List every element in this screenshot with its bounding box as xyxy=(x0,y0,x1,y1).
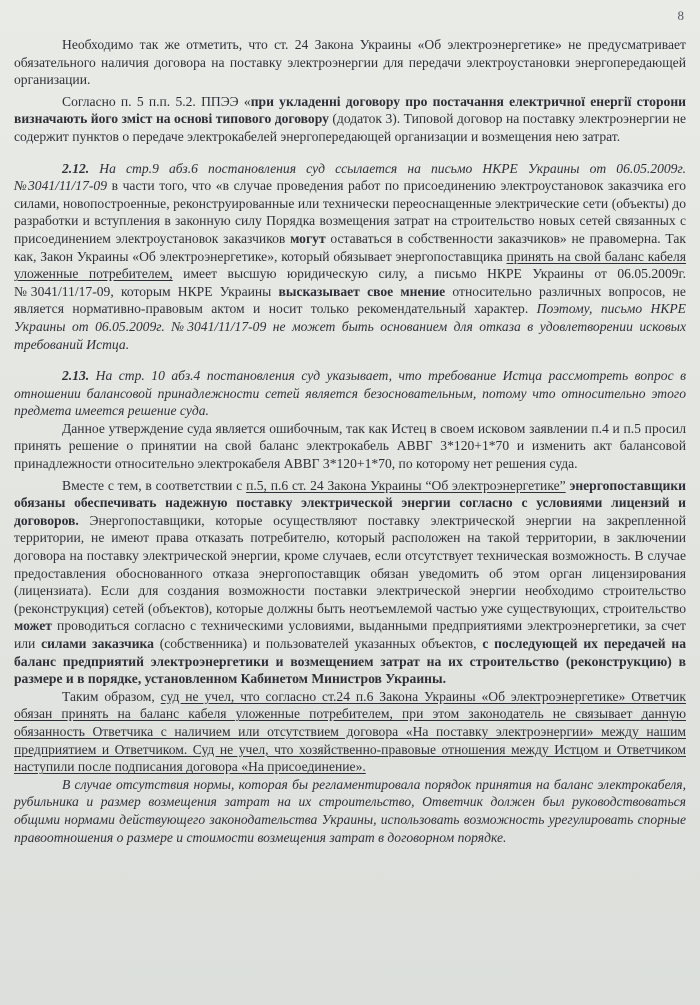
italic-segment: В случае отсутствия нормы, которая бы регламентировала порядок принятия на баланс электрокабеля, рубильника и размер возмещения затрат на их строительство, Ответчик должен был руководствоваться общими нормами действующего законодательства Украины, использовать возможность урегулировать спорные правоотношения о размере и стоимости возмещения затрат в договорном порядке. xyxy=(14,776,686,845)
paragraph-article24-note xyxy=(14,36,686,89)
paragraph-law xyxy=(14,477,686,688)
italic-segment: На стр. 10 абз.4 постановления суд указывает, что требование Истца рассмотреть вопрос в отношении балансовой принадлежности сетей является безосновательным, потому что относительно этого предмета имеется решение суда. xyxy=(14,368,686,419)
text-segment: Вместе с тем, в соответствии с xyxy=(62,477,247,493)
section-number: 2.12. xyxy=(62,160,90,176)
text-segment: Таким образом, xyxy=(62,688,161,704)
underlined-segment: п.5, п.6 ст. 24 Закона Украины “Об электроэнергетике” xyxy=(246,477,566,493)
text-segment: в части того, что «в случае проведения работ по присоединению электроустановок заказчика его силами, новопостроенные, реконструированные или технически переоснащенные электрические сети (объекты) до разработки и вступления в законную силу Порядка возмещения затрат на строительство новых сетей связанных с присоединением электроустановок заказчиков xyxy=(14,178,686,246)
text-segment: Энергопоставщики, которые осуществляют поставку электрической энергии на закрепленной территории, не имеют права отказать потребителю, который расположен на такой территории, в заключении договора на поставку электрической энергии, кроме случаев, если отсутствует техническая возможность. В случае предоставления обоснованного отказа энергопоставщик обязан уведомить об этом орган лицензирования (лицензиата). Если для создания возможности поставки электрической энергии необходимо строительство (реконструкция) сетей (объектов), которые должны быть неотъемлемой частью уже существующих, строительство xyxy=(14,512,686,616)
paragraph-final xyxy=(14,776,686,846)
section-number: 2.13. xyxy=(62,368,90,384)
paragraph-text: Необходимо так же отметить, что ст. 24 Закона Украины «Об электроэнергетике» не предусматривает обязательного наличия договора на поставку электроэнергии для передачи электроустановки энергопередающей организации. xyxy=(14,37,686,88)
text-segment: проводиться согласно с техническими условиями, выданными предприятиями электроэнергетики, за счет или xyxy=(14,618,686,651)
page-number: 8 xyxy=(677,8,684,23)
bold-word: может xyxy=(14,618,52,634)
bold-phrase: силами заказчика xyxy=(41,636,154,651)
bold-segment: энергопоставщики обязаны обеспечивать надежную поставку электрической энергии согласно с условиями лицензий и договоров. xyxy=(14,477,686,528)
italic-segment: На стр.9 абз.6 постановления суд ссылается на письмо НКРЕ Украины от 06.05.2009г. №3041/11/17-09 xyxy=(14,160,686,194)
text-segment: (додаток 3). Типовой договор на поставку электроэнергии не содержит пунктов о передаче электрокабелей энергопередающей организации и возмещения нею затрат. xyxy=(14,111,687,144)
text-segment: Согласно п. 5 п.п. 5.2. ППЭЭ « xyxy=(62,93,251,109)
text-segment: (собственника) и пользователей указанных объектов, xyxy=(153,636,483,651)
paragraph-ppee xyxy=(14,93,686,146)
bold-word: могут xyxy=(290,230,326,246)
text-segment: имеет высшую юридическую силу, а письмо НКРЕ Украины от 06.05.2009г. №3041/11/17-09, которым НКРЕ Украины xyxy=(14,266,686,299)
bold-quote: при укладенні договору про постачання електричної енергії сторони визначають його зміст на основі типового договору xyxy=(14,93,686,127)
text-segment: оставаться в собственности заказчиков» не правомерна. Так как, Закон Украины «Об электроэнергетике», который обязывает энергопоставщика xyxy=(14,230,686,264)
section-2-12 xyxy=(14,160,686,354)
bold-phrase: высказывает свое мнение xyxy=(278,283,446,299)
underlined-segment: принять на свой баланс кабеля уложенные потребителем, xyxy=(14,248,686,282)
paragraph-conclusion xyxy=(14,688,686,776)
bold-segment: с последующей их передачей на баланс предприятий электроэнергетики и возмещением затрат на их строительство (реконструкцию) в размере и в порядке, установленном Кабинетом Министров Украины. xyxy=(14,636,686,687)
paragraph-text: Данное утверждение суда является ошибочным, так как Истец в своем исковом заявлении п.4 и п.5 просил принять решение о принятии на свой баланс электрокабель АВВГ 3*120+1*70 и изменить акт балансовой принадлежности относительно электрокабеля АВВГ 3*120+1*70, по которому нет решения суда. xyxy=(14,420,686,472)
underlined-segment: суд не учел, что согласно ст.24 п.6 Закона Украины «Об электроэнергетике» Ответчик обязан принять на баланс кабеля уложенные потребителем, при этом законодатель не связывает данную обязанность Ответчика с наличием или отсутствием договора «На поставку электроэнергии» между нашим предприятием и Ответчиком. Суд не учел, что хозяйственно-правовые отношения между Истцом и Ответчиком наступили после подписания договора «На присоединение». xyxy=(14,688,686,775)
text-segment: относительно различных вопросов, не является нормативно-правовым актом и носит только рекомендательный характер. xyxy=(14,283,686,317)
paragraph-claim xyxy=(14,420,686,473)
italic-segment: Поэтому, письмо НКРЕ Украины от 06.05.2009г. №3041/11/17-09 не может быть основанием для отказа в удовлетворении исковых требований Истца. xyxy=(14,301,686,352)
section-2-13 xyxy=(14,367,686,420)
